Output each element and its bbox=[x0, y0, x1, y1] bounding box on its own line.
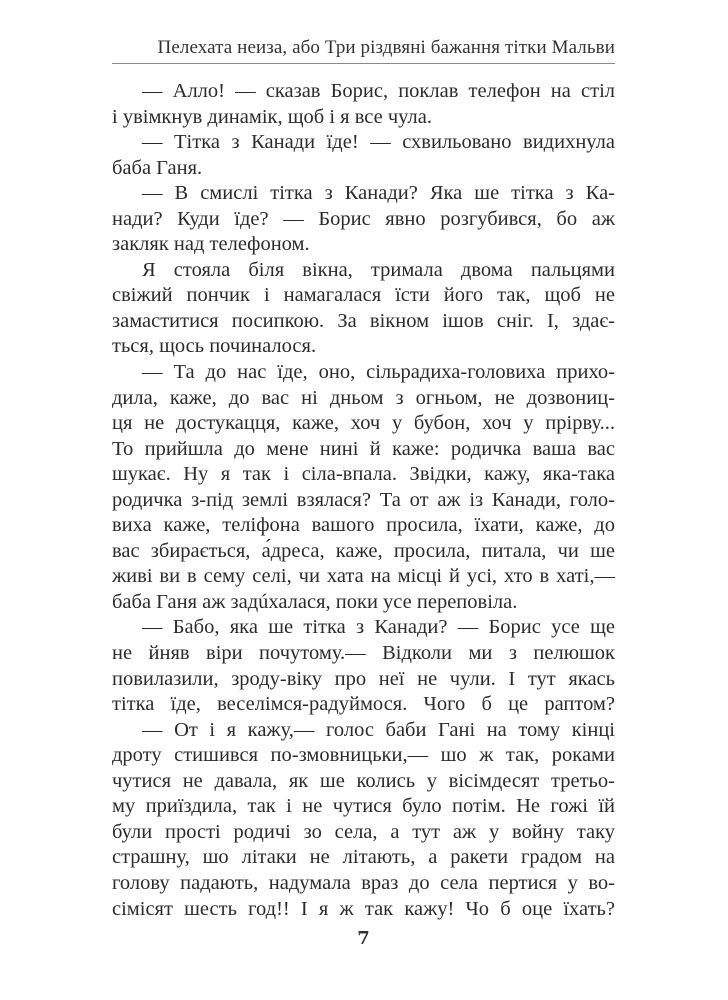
body-text bbox=[112, 79, 615, 922]
text-line: родичка з-під землі взялася? Та от аж із Канади, голо- bbox=[112, 488, 615, 511]
text-line: не йняв віри почутому.— Відколи ми з пелюшок bbox=[112, 642, 615, 665]
text-line: — Бабо, яка ше тітка з Канади? — Борис усе ще bbox=[142, 616, 615, 639]
text-line: замаститися посипкою. За вікном ішов сніг. І, здає- bbox=[112, 309, 615, 332]
text-line: виха каже, теліфона вашого просила, їхати, каже, до bbox=[112, 514, 615, 537]
text-line: — Тітка з Канади їде! — схвильовано видихнула bbox=[142, 131, 615, 154]
text-line: були прості родичі зо села, а тут аж у войну таку bbox=[112, 820, 615, 843]
text-line: шукає. Ну я так і сіла-впала. Звідки, кажу, яка-така bbox=[112, 463, 615, 486]
text-line: — В смислі тітка з Канади? Яка ше тітка з Ка- bbox=[142, 182, 615, 205]
text-line: і увімкнув динамік, щоб і я все чула. bbox=[112, 105, 432, 128]
text-line: повилазили, зроду-віку про неї не чули. І тут якась bbox=[112, 667, 615, 690]
text-line: сімісят шесть год!! І я ж так кажу! Чо б оце їхать? bbox=[112, 897, 615, 920]
text-line: закляк над телефоном. bbox=[112, 233, 310, 256]
text-line: баба Ганя. bbox=[112, 156, 203, 179]
text-line: дила, каже, до вас ні дньом з огньом, не дозвониц- bbox=[112, 386, 615, 409]
text-line: — От і я кажу,— голос баби Гані на тому кінці bbox=[142, 718, 615, 741]
text-line: Я стояла біля вікна, тримала двома пальцями bbox=[142, 258, 615, 281]
text-line: му приїздила, так і не чутися було потім. Не гожі їй bbox=[112, 795, 615, 818]
text-line: свіжий пончик і намагалася їсти його так, щоб не bbox=[112, 284, 615, 307]
text-line: — Та до нас їде, оно, сільрадиха-головиха прихо- bbox=[142, 361, 615, 384]
text-line: вас збирається, а́дреса, каже, просила, питала, чи ше bbox=[112, 539, 615, 562]
text-line: страшну, шо літаки не літають, а ракети градом на bbox=[112, 846, 615, 869]
text-line: живі ви в сему селі, чи хата на місці й усі, хто в хаті,— bbox=[112, 565, 615, 588]
text-line: ця не достукацця, каже, хоч у бубон, хоч у прірву... bbox=[112, 412, 615, 435]
page-number: 7 bbox=[357, 928, 370, 949]
text-line: — Алло! — сказав Борис, поклав телефон на стіл bbox=[142, 80, 615, 102]
text-line: ться, щось починалося. bbox=[112, 335, 317, 358]
text-line: нади? Куди їде? — Борис явно розгубився, бо аж bbox=[112, 207, 615, 230]
text-line: баба Ганя аж задúхалася, поки усе переповіла. bbox=[112, 590, 518, 613]
text-line: чутися не давала, як ше колись у вісімдесят третьо- bbox=[112, 769, 615, 792]
running-head: Пелехата неиза, або Три різдвяні бажання тітки Мальви bbox=[112, 37, 615, 64]
text-line: тітка їде, веселімся-радуймося. Чого б це раптом? bbox=[112, 693, 615, 716]
text-line: голову падають, надумала враз до села пертися у во- bbox=[112, 871, 615, 894]
text-line: дроту стишився по-змовницьки,— шо ж так, роками bbox=[112, 744, 615, 767]
text-line: То прийшла до мене нині й каже: родичка ваша вас bbox=[112, 437, 615, 460]
